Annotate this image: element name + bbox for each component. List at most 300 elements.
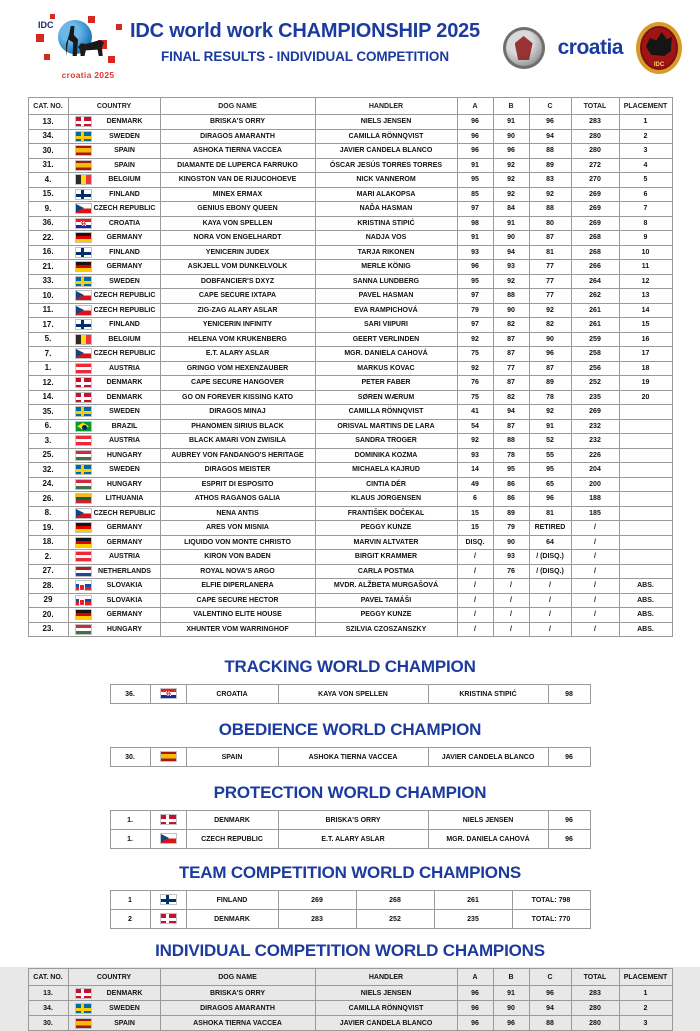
handler-name: PEGGY KUNZE xyxy=(315,521,457,536)
score-a: 91 xyxy=(457,231,493,246)
column-header: PLACEMENT xyxy=(619,969,672,986)
flag-be-icon xyxy=(75,334,92,345)
placement: 20 xyxy=(619,390,672,405)
handler-name: EVA RAMPICHOVÁ xyxy=(315,303,457,318)
score-b: 78 xyxy=(493,448,529,463)
country-cell xyxy=(68,390,160,405)
individual-champions-table xyxy=(28,968,673,1031)
score: 96 xyxy=(548,811,590,830)
score-c: 96 xyxy=(529,115,571,130)
score-c: / (DISQ.) xyxy=(529,550,571,565)
cat-no: 28. xyxy=(28,579,68,594)
score-total: 283 xyxy=(571,115,619,130)
cat-no: 26. xyxy=(28,492,68,507)
score-total: 261 xyxy=(571,318,619,333)
score-a: 93 xyxy=(457,245,493,260)
handler-name: JAVIER CANDELA BLANCO xyxy=(315,1016,457,1031)
handler-name: SØREN WÆRUM xyxy=(315,390,457,405)
flag-cz-icon xyxy=(75,305,92,316)
score-c: 87 xyxy=(529,361,571,376)
country-name: CROATIA xyxy=(186,685,278,704)
score-total: 262 xyxy=(571,289,619,304)
cat-no: 7. xyxy=(28,347,68,362)
dog-name: VALENTINO ELITE HOUSE xyxy=(160,608,315,623)
score-b: 92 xyxy=(493,274,529,289)
handler-name: MARI ALAKOPSA xyxy=(315,187,457,202)
score: 96 xyxy=(548,748,590,767)
country-cell xyxy=(68,202,160,217)
result-row xyxy=(28,1001,672,1016)
score-total: / xyxy=(571,535,619,550)
handler-name: TARJA RIKONEN xyxy=(315,245,457,260)
cat-no: 30. xyxy=(28,144,68,159)
result-row xyxy=(28,535,672,550)
score-total: 232 xyxy=(571,419,619,434)
country-cell xyxy=(68,376,160,391)
score-c: 89 xyxy=(529,376,571,391)
country-name: NETHERLANDS xyxy=(98,567,151,575)
score-total: 280 xyxy=(571,129,619,144)
score-b: 90 xyxy=(493,231,529,246)
country-cell xyxy=(68,158,160,173)
handler-name: NADJA VOS xyxy=(315,231,457,246)
dog-name: BLACK AMARI VON ZWISILA xyxy=(160,434,315,449)
country-cell xyxy=(68,448,160,463)
score-a: 92 xyxy=(457,434,493,449)
flag-sk-icon xyxy=(75,595,92,606)
score-a: 97 xyxy=(457,318,493,333)
handler-name: NIELS JENSEN xyxy=(428,811,548,830)
score-b: 79 xyxy=(493,521,529,536)
score-total: 232 xyxy=(571,434,619,449)
column-header: B xyxy=(493,98,529,115)
team-score-2: 252 xyxy=(356,910,434,929)
result-row xyxy=(28,492,672,507)
score-b: 90 xyxy=(493,535,529,550)
dog-name: DIRAGOS MINAJ xyxy=(160,405,315,420)
cat-no: 17. xyxy=(28,318,68,333)
country-name: GERMANY xyxy=(106,263,143,271)
score-total: / xyxy=(571,608,619,623)
cat-no: 20. xyxy=(28,608,68,623)
score-total: 268 xyxy=(571,231,619,246)
country-name: BRAZIL xyxy=(111,422,138,430)
placement xyxy=(619,419,672,434)
flag-se-icon xyxy=(75,406,92,417)
score-b: / xyxy=(493,579,529,594)
cat-no: 31. xyxy=(28,158,68,173)
score-b: 93 xyxy=(493,260,529,275)
handler-name: NIELS JENSEN xyxy=(315,115,457,130)
score-c: 91 xyxy=(529,419,571,434)
score-b: 90 xyxy=(493,1001,529,1016)
flag-es-icon xyxy=(75,1018,92,1029)
logo-red-square xyxy=(88,16,95,23)
result-row xyxy=(28,506,672,521)
placement: 1 xyxy=(619,986,672,1001)
country-name: SPAIN xyxy=(114,147,135,155)
score-c: 95 xyxy=(529,463,571,478)
country-name: DENMARK xyxy=(106,393,143,401)
column-header: HANDLER xyxy=(315,98,457,115)
placement: 1 xyxy=(619,115,672,130)
score-c: 94 xyxy=(529,129,571,144)
flag-cz-icon xyxy=(75,508,92,519)
section-title-tracking: TRACKING WORLD CHAMPION xyxy=(224,657,476,676)
dog-name: E.T. ALARY ASLAR xyxy=(278,830,428,849)
dog-name: GENIUS EBONY QUEEN xyxy=(160,202,315,217)
score-b: 88 xyxy=(493,289,529,304)
handler-name: BIRGIT KRAMMER xyxy=(315,550,457,565)
score-total: 272 xyxy=(571,158,619,173)
score-b: 90 xyxy=(493,129,529,144)
country-name: AUSTRIA xyxy=(108,364,141,372)
flag-sk-icon xyxy=(75,580,92,591)
score-b: 95 xyxy=(493,463,529,478)
score-a: 95 xyxy=(457,274,493,289)
score-total: 268 xyxy=(571,245,619,260)
score-c: 81 xyxy=(529,245,571,260)
team-place: 2 xyxy=(110,910,150,929)
score-total: / xyxy=(571,521,619,536)
handler-name: MVDR. ALŽBETA MURGAŠOVÁ xyxy=(315,579,457,594)
score-b: 90 xyxy=(493,303,529,318)
logo-idc-text: IDC xyxy=(38,20,54,30)
score-b: / xyxy=(493,622,529,637)
score-total: 188 xyxy=(571,492,619,507)
score-b: 92 xyxy=(493,158,529,173)
croatia-wordmark: croatia xyxy=(557,36,623,59)
flag-at-icon xyxy=(75,551,92,562)
handler-name: MARKUS KOVAC xyxy=(315,361,457,376)
header-badges xyxy=(503,22,682,74)
country-name: SWEDEN xyxy=(109,1004,140,1012)
idc-badge-text: IDC xyxy=(653,62,665,68)
score-c: 82 xyxy=(529,318,571,333)
cat-no: 33. xyxy=(28,274,68,289)
dog-name: ELFIE DIPERLANERA xyxy=(160,579,315,594)
score-c: 65 xyxy=(529,477,571,492)
placement xyxy=(619,521,672,536)
dog-name: GRINGO VOM HEXENZAUBER xyxy=(160,361,315,376)
score-c: 83 xyxy=(529,173,571,188)
column-header: CAT. NO. xyxy=(28,969,68,986)
score-total: 264 xyxy=(571,274,619,289)
cat-no: 8. xyxy=(28,506,68,521)
result-row xyxy=(28,216,672,231)
score-a: 96 xyxy=(457,986,493,1001)
dog-name: MINEX ERMAX xyxy=(160,187,315,202)
flag-dk-icon xyxy=(75,116,92,127)
placement: 15 xyxy=(619,318,672,333)
column-header: HANDLER xyxy=(315,969,457,986)
handler-name: MICHAELA KAJRUD xyxy=(315,463,457,478)
cat-no: 35. xyxy=(28,405,68,420)
result-row xyxy=(28,231,672,246)
result-row xyxy=(28,376,672,391)
dog-name: YENICERIN JUDEX xyxy=(160,245,315,260)
score-b: 94 xyxy=(493,405,529,420)
country-cell xyxy=(68,564,160,579)
dog-name: NENA ANTIS xyxy=(160,506,315,521)
flag-cell xyxy=(150,748,186,767)
score-a: 54 xyxy=(457,419,493,434)
placement xyxy=(619,463,672,478)
flag-se-icon xyxy=(75,1003,92,1014)
logo-red-square xyxy=(50,14,55,19)
country-cell xyxy=(68,579,160,594)
cat-no: 18. xyxy=(28,535,68,550)
handler-name: CINTIA DÉR xyxy=(315,477,457,492)
dog-name: YENICERIN INFINITY xyxy=(160,318,315,333)
dog-name: ASHOKA TIERNA VACCEA xyxy=(278,748,428,767)
flag-br-icon xyxy=(75,421,92,432)
score-total: 185 xyxy=(571,506,619,521)
country-name: CZECH REPUBLIC xyxy=(93,306,156,314)
result-row xyxy=(28,477,672,492)
score-a: 76 xyxy=(457,376,493,391)
score-total: 226 xyxy=(571,448,619,463)
score-b: 91 xyxy=(493,216,529,231)
score-a: / xyxy=(457,608,493,623)
score-b: 91 xyxy=(493,115,529,130)
score-c: 55 xyxy=(529,448,571,463)
result-row xyxy=(28,463,672,478)
score-c: 90 xyxy=(529,332,571,347)
dog-name: ARES VON MISNIA xyxy=(160,521,315,536)
flag-fi-icon xyxy=(75,319,92,330)
score-b: 82 xyxy=(493,390,529,405)
result-row xyxy=(28,622,672,637)
idc-club-badge-icon xyxy=(636,22,682,74)
placement: 8 xyxy=(619,216,672,231)
country-cell xyxy=(68,434,160,449)
dog-name: BRISKA'S ORRY xyxy=(278,811,428,830)
cat-no: 30. xyxy=(110,748,150,767)
flag-fi-icon xyxy=(160,894,177,905)
result-row xyxy=(28,202,672,217)
placement: ABS. xyxy=(619,622,672,637)
country-name: SLOVAKIA xyxy=(106,582,143,590)
country-cell xyxy=(68,477,160,492)
country-cell xyxy=(68,986,160,1001)
handler-name: PAVEL HASMAN xyxy=(315,289,457,304)
result-row xyxy=(28,579,672,594)
country-cell xyxy=(68,318,160,333)
score-total: / xyxy=(571,579,619,594)
country-name: SPAIN xyxy=(114,1019,135,1027)
country-name: FINLAND xyxy=(109,248,140,256)
flag-cell xyxy=(150,891,186,910)
dog-name: HELENA VOM KRUKENBERG xyxy=(160,332,315,347)
placement: 3 xyxy=(619,1016,672,1031)
result-row xyxy=(28,593,672,608)
result-row xyxy=(28,303,672,318)
placement xyxy=(619,434,672,449)
score-a: DISQ. xyxy=(457,535,493,550)
score-a: 96 xyxy=(457,1016,493,1031)
score-b: 77 xyxy=(493,361,529,376)
country-cell xyxy=(68,405,160,420)
score-c: 92 xyxy=(529,303,571,318)
score-total: 235 xyxy=(571,390,619,405)
handler-name: MERLE KÖNIG xyxy=(315,260,457,275)
handler-name: KRISTINA STIPIĆ xyxy=(428,685,548,704)
score-b: 94 xyxy=(493,245,529,260)
result-row xyxy=(28,347,672,362)
placement xyxy=(619,506,672,521)
cat-no: 1. xyxy=(28,361,68,376)
cat-no: 36. xyxy=(110,685,150,704)
placement: 16 xyxy=(619,332,672,347)
flag-de-icon xyxy=(75,522,92,533)
column-header: COUNTRY xyxy=(68,969,160,986)
flag-es-icon xyxy=(160,751,177,762)
team-total: TOTAL: 798 xyxy=(512,891,590,910)
result-row xyxy=(28,318,672,333)
country-name: DENMARK xyxy=(186,910,278,929)
handler-name: ORISVAL MARTINS DE LARA xyxy=(315,419,457,434)
result-row xyxy=(28,390,672,405)
cat-no: 30. xyxy=(28,1016,68,1031)
score-c: / xyxy=(529,593,571,608)
column-header: C xyxy=(529,969,571,986)
country-cell xyxy=(68,187,160,202)
country-name: HUNGARY xyxy=(106,480,143,488)
champion-row xyxy=(110,748,590,767)
country-name: SWEDEN xyxy=(109,466,140,474)
result-row xyxy=(28,158,672,173)
logo-red-square xyxy=(36,34,44,42)
handler-name: FRANTIŠEK DOČEKAL xyxy=(315,506,457,521)
country-name: SWEDEN xyxy=(109,277,140,285)
dog-name: BRISKA'S ORRY xyxy=(160,115,315,130)
country-cell xyxy=(68,361,160,376)
dog-name: XHUNTER VOM WARRINGHOF xyxy=(160,622,315,637)
column-header: TOTAL xyxy=(571,98,619,115)
placement: 6 xyxy=(619,187,672,202)
table-header-row xyxy=(28,969,672,986)
handler-name: PETER FABER xyxy=(315,376,457,391)
flag-cell xyxy=(150,830,186,849)
score-b: 89 xyxy=(493,506,529,521)
placement: 9 xyxy=(619,231,672,246)
score-b: 96 xyxy=(493,144,529,159)
country-cell xyxy=(68,521,160,536)
score-total: 252 xyxy=(571,376,619,391)
flag-dk-icon xyxy=(75,988,92,999)
country-name: DENMARK xyxy=(106,989,143,997)
champion-row xyxy=(110,811,590,830)
flag-hu-icon xyxy=(75,479,92,490)
score-c: / xyxy=(529,622,571,637)
score-c: 64 xyxy=(529,535,571,550)
cat-no: 16. xyxy=(28,245,68,260)
country-cell xyxy=(68,506,160,521)
cat-no: 6. xyxy=(28,419,68,434)
cat-no: 1. xyxy=(110,830,150,849)
country-name: DENMARK xyxy=(106,379,143,387)
dog-name: BRISKA'S ORRY xyxy=(160,986,315,1001)
country-name: DENMARK xyxy=(186,811,278,830)
score-c: 77 xyxy=(529,274,571,289)
score-c: 77 xyxy=(529,289,571,304)
score-total: 269 xyxy=(571,216,619,231)
team-score-3: 261 xyxy=(434,891,512,910)
country-cell xyxy=(68,463,160,478)
placement: 13 xyxy=(619,289,672,304)
placement: 18 xyxy=(619,361,672,376)
score-a: 75 xyxy=(457,390,493,405)
dog-name: NORA VON ENGELHARDT xyxy=(160,231,315,246)
placement: 11 xyxy=(619,260,672,275)
team-row xyxy=(110,891,590,910)
team-total: TOTAL: 770 xyxy=(512,910,590,929)
flag-se-icon xyxy=(75,464,92,475)
score-a: 85 xyxy=(457,187,493,202)
flag-hu-icon xyxy=(75,624,92,635)
flag-fi-icon xyxy=(75,189,92,200)
team-score-3: 235 xyxy=(434,910,512,929)
team-score-2: 268 xyxy=(356,891,434,910)
dog-name: ZIG-ZAG ALARY ASLAR xyxy=(160,303,315,318)
country-name: SWEDEN xyxy=(109,408,140,416)
column-header: PLACEMENT xyxy=(619,98,672,115)
flag-cell xyxy=(150,811,186,830)
country-name: AUSTRIA xyxy=(108,437,141,445)
column-header: C xyxy=(529,98,571,115)
score-c: / xyxy=(529,579,571,594)
flag-se-icon xyxy=(75,276,92,287)
club-emblem-icon xyxy=(503,27,545,69)
placement: ABS. xyxy=(619,579,672,594)
section-title-obedience: OBEDIENCE WORLD CHAMPION xyxy=(218,720,482,739)
flag-cz-icon xyxy=(160,833,177,844)
dog-name: PHANOMEN SIRIUS BLACK xyxy=(160,419,315,434)
result-row xyxy=(28,521,672,536)
cat-no: 3. xyxy=(28,434,68,449)
placement xyxy=(619,477,672,492)
flag-hr-icon xyxy=(75,218,92,229)
flag-hr-icon xyxy=(160,688,177,699)
cat-no: 5. xyxy=(28,332,68,347)
flag-cz-icon xyxy=(75,203,92,214)
team-row xyxy=(110,910,590,929)
dog-name: KAYA VON SPELLEN xyxy=(278,685,428,704)
score-b: 96 xyxy=(493,1016,529,1031)
score-b: 84 xyxy=(493,202,529,217)
dog-name: ESPRIT DI ESPOSITO xyxy=(160,477,315,492)
column-header: COUNTRY xyxy=(68,98,160,115)
country-cell xyxy=(68,216,160,231)
score-a: 96 xyxy=(457,260,493,275)
handler-name: CAMILLA RÖNNQVIST xyxy=(315,405,457,420)
champion-row xyxy=(110,685,590,704)
dog-name: ASHOKA TIERNA VACCEA xyxy=(160,144,315,159)
score-a: / xyxy=(457,593,493,608)
placement: 10 xyxy=(619,245,672,260)
handler-name: CAMILLA RÖNNQVIST xyxy=(315,129,457,144)
score-a: 15 xyxy=(457,506,493,521)
score-a: 96 xyxy=(457,144,493,159)
result-row xyxy=(28,144,672,159)
page-title: IDC world work CHAMPIONSHIP 2025 xyxy=(130,20,480,42)
score-a: 14 xyxy=(457,463,493,478)
country-cell xyxy=(68,622,160,637)
score-c: RETIRED xyxy=(529,521,571,536)
placement xyxy=(619,405,672,420)
score-c: / xyxy=(529,608,571,623)
